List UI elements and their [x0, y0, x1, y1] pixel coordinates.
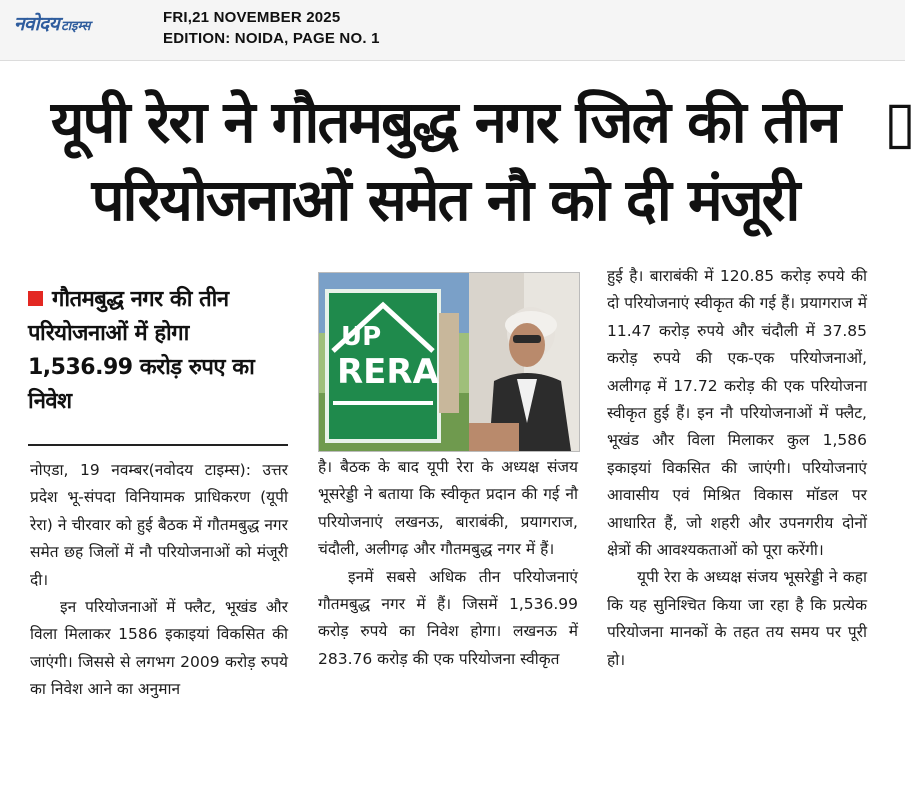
col1-paragraph-2: इन परियोजनाओं में फ्लैट, भूखंड और विला मिलाकर 1586 इकाइयां विकसित की जाएंगी। जिससे से लगभग 2009 करोड़ रुपये का निवेश आने का अनुमान	[30, 598, 288, 699]
adjacent-article-fragment: ▯	[884, 88, 916, 156]
sign-text-up: UP	[341, 322, 382, 352]
article-column-1	[30, 457, 288, 704]
logo-sub-text: टाइम्स	[61, 19, 91, 34]
logo-main-text: नवोदय	[14, 13, 60, 35]
subheadline-divider	[28, 444, 288, 446]
navodaya-times-logo[interactable]	[14, 10, 90, 36]
up-rera-photo-icon	[319, 273, 579, 451]
article-subheadline	[28, 283, 290, 419]
col2-paragraph-2: इनमें सबसे अधिक तीन परियोजनाएं गौतमबुद्ध नगर में हैं। जिसमें 1,536.99 करोड़ रुपये का निवेश होगा। लखनऊ में 283.76 करोड़ की एक परियोजना स्वीकृत	[318, 567, 578, 668]
sign-text-rera: RERA	[337, 352, 439, 392]
subheadline-text: गौतमबुद्ध नगर की तीन परियोजनाओं में होगा 1,536.99 करोड़ रुपए का निवेश	[28, 287, 255, 414]
col2-paragraph-1: है। बैठक के बाद यूपी रेरा के अध्यक्ष संजय भूसरेड्डी ने बताया कि स्वीकृत प्रदान की गई नौ परियोजनाएं लखनऊ, बाराबंकी, प्रयागराज, चंदौली, अलीगढ़ और गौतमबुद्ध नगर में हैं।	[318, 458, 578, 559]
col1-paragraph-1: नोएडा, 19 नवम्बर(नवोदय टाइम्स): उत्तर प्रदेश भू-संपदा विनियामक प्राधिकरण (यूपी रेरा) ने चीरवार को हुई बैठक में गौतमबुद्ध नगर समेत छह जिलों में नौ परियोजनाओं को मंजूरी दी।	[30, 461, 288, 589]
article-headline	[0, 83, 890, 239]
article-photo[interactable]	[318, 272, 580, 452]
col3-paragraph-2: यूपी रेरा के अध्यक्ष संजय भूसरेड्डी ने कहा कि यह सुनिश्चित किया जा रहा है कि प्रत्येक परियोजना मानकों के तहत तय समय पर पूरी हो।	[607, 568, 867, 669]
issue-date: FRI,21 NOVEMBER 2025	[163, 9, 341, 26]
col3-paragraph-1: हुई है। बाराबंकी में 120.85 करोड़ रुपये की दो परियोजनाएं स्वीकृत की गई हैं। प्रयागराज में 11.47 करोड़ रुपये और चंदौली में 37.85 करोड़ रुपये की एक-एक परियोजनाओं, अलीगढ़ में 17.72 करोड़ की एक परियोजना स्वीकृत हुई हैं। इन नौ परियोजनाओं में फ्लैट, भूखंड और विला मिलाकर कुल 1,586 इकाइयां विकसित की जाएंगी। परियोजनाएं आवासीय एवं मिश्रित विकास मॉडल पर आधारित हैं, जो शहरी और उपनगरीय दोनों क्षेत्रों की आवश्यकताओं को पूरा करेंगी।	[607, 267, 867, 560]
edition-info: EDITION: NOIDA, PAGE NO. 1	[163, 30, 380, 47]
masthead-bar	[0, 0, 905, 61]
article-column-2	[318, 454, 578, 673]
newspaper-page	[0, 61, 916, 787]
article-column-3	[607, 263, 867, 674]
headline-line-1: यूपी रेरा ने गौतमबुद्ध नगर जिले की तीन	[50, 88, 840, 156]
red-square-icon	[28, 291, 43, 306]
headline-line-2: परियोजनाओं समेत नौ को दी मंजूरी	[91, 166, 799, 234]
